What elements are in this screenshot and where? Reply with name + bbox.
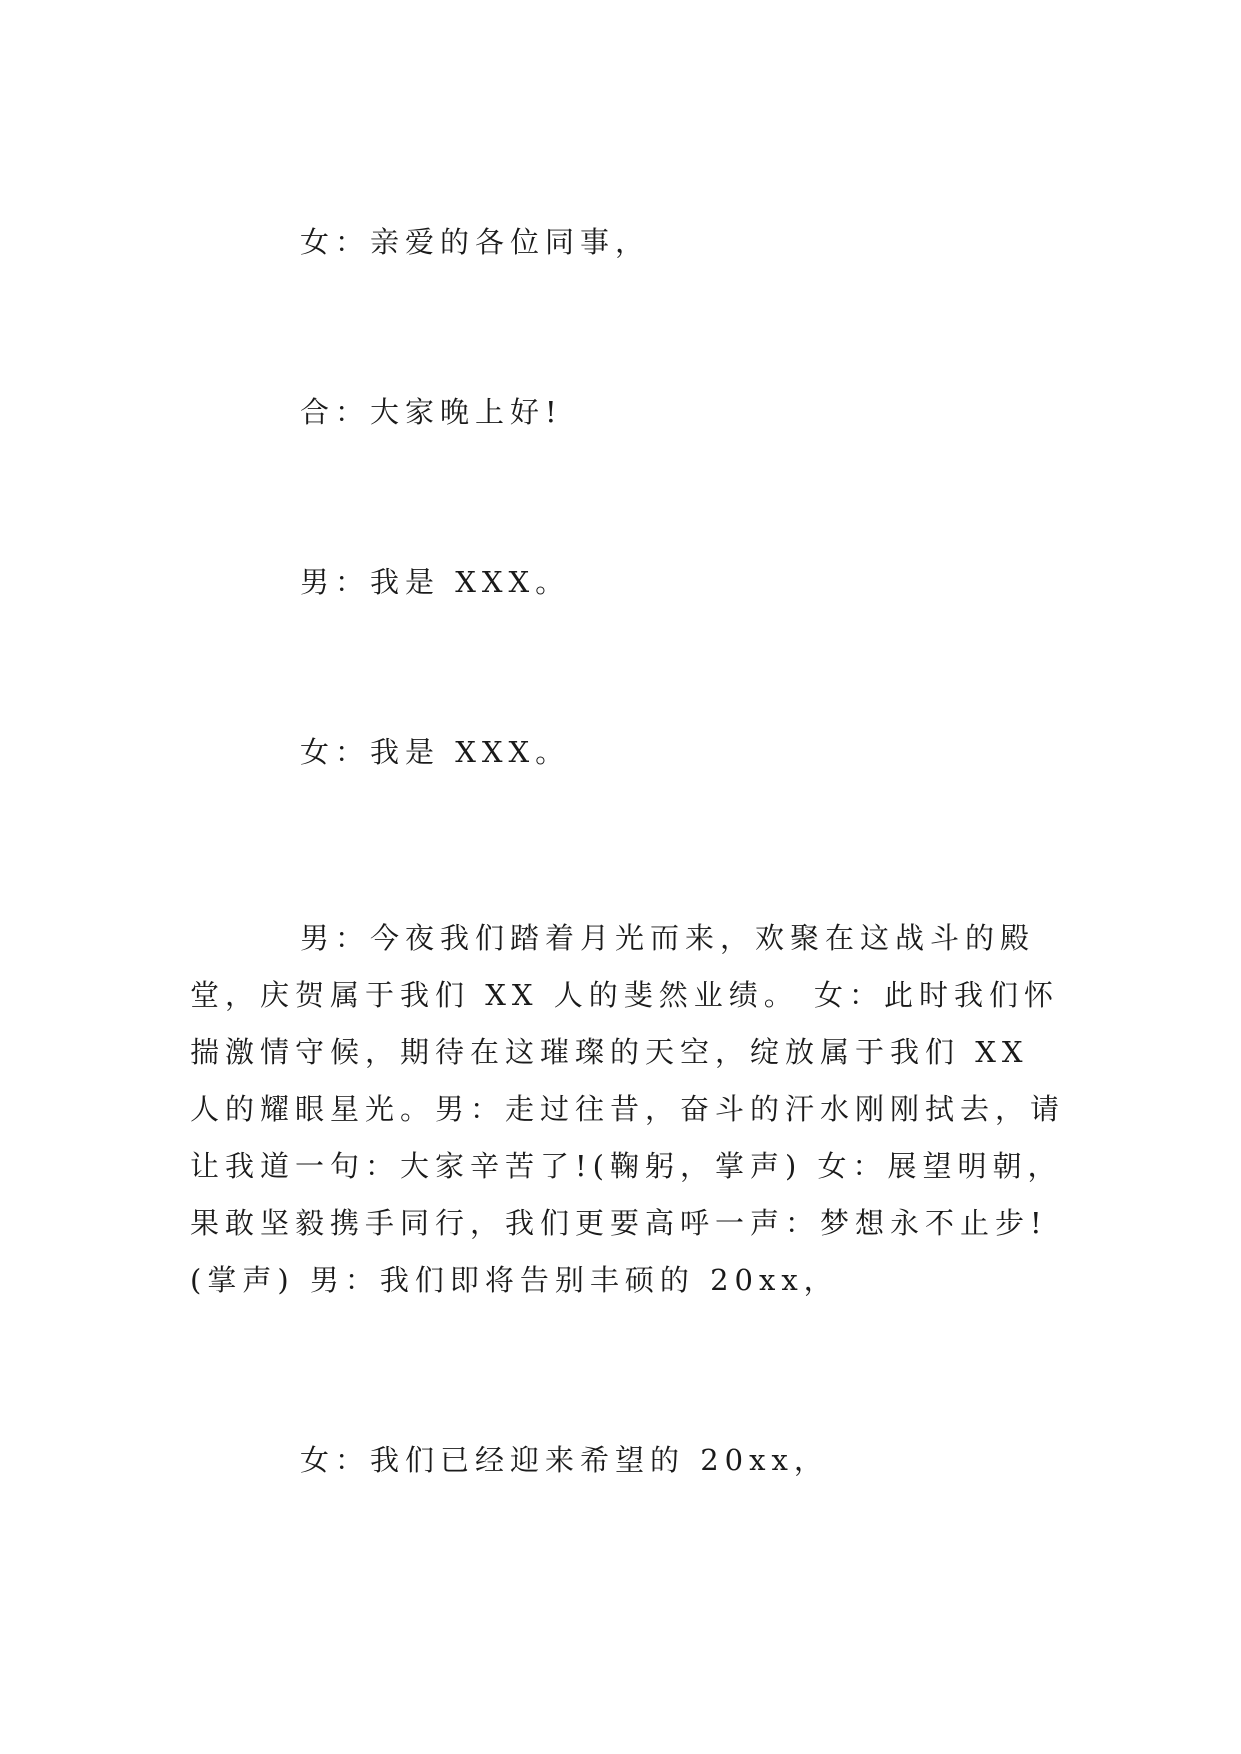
line-greeting-together: 合：大家晚上好! [300,395,563,429]
line-intro-female: 女：我是 XXX。 [300,735,571,769]
line-closing-female: 女：我们已经迎来希望的 20xx， [300,1443,829,1477]
line-intro-male: 男：我是 XXX。 [300,565,571,599]
dialogue-paragraph: 男：今夜我们踏着月光而来，欢聚在这战斗的殿堂，庆贺属于我们 XX 人的斐然业绩。 女：此时我们怀揣激情守候，期待在这璀璨的天空，绽放属于我们 XX 人的耀眼星光。男：走过往昔，奋斗的汗水刚刚拭去，请让我道一句：大家辛苦了!(鞠躬，掌声) 女：展望明朝，果敢坚毅携手同行，我们更要高呼一声：梦想永不止步!(掌声) 男：我们即将告别丰硕的 20xx， [190,921,1066,1297]
line-greeting-female: 女：亲爱的各位同事， [300,225,651,259]
